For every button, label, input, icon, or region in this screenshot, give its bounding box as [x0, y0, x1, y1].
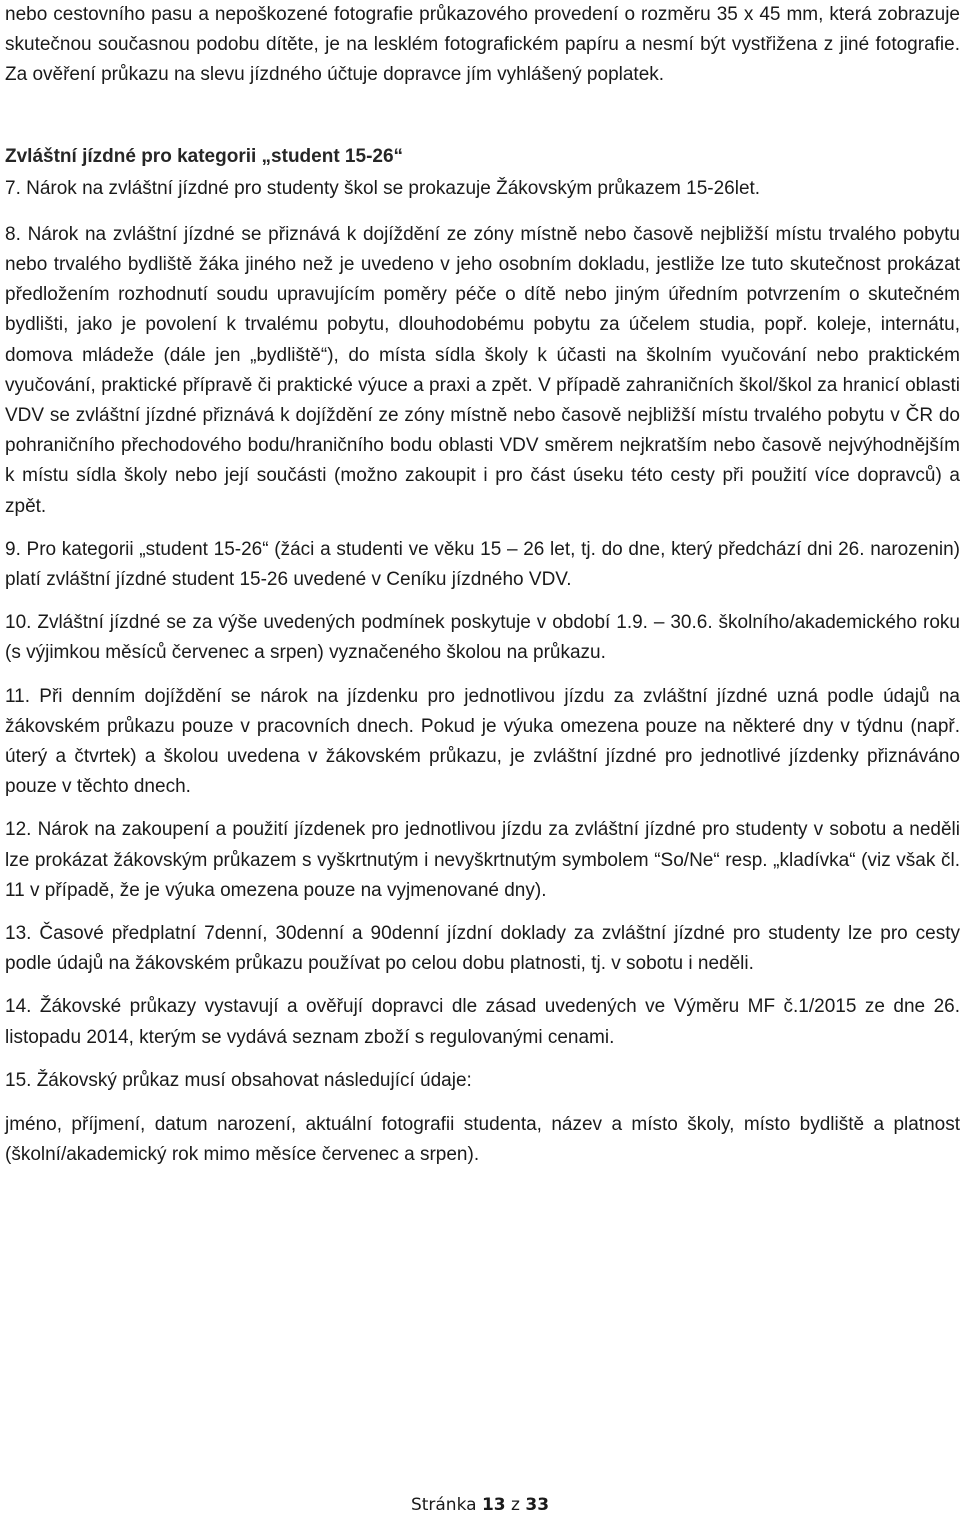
paragraph-7: 7. Nárok na zvláštní jízdné pro studenty škol se prokazuje Žákovským průkazem 15-26let. [5, 177, 761, 199]
paragraph-10: 10. Zvláštní jízdné se za výše uvedených podmínek poskytuje v období 1.9. – 30.6. školního/akademického roku (s výjimkou měsíců červenec a srpen) vyznačeného školou na průkazu. [5, 612, 960, 664]
footer-prefix: Stránka [410, 1495, 477, 1515]
paragraph-8: 8. Nárok na zvláštní jízdné se přiznává k dojíždění ze zóny místně nebo časově nejbližší místu trvalého pobytu nebo trvalého bydliště žáka jiného než je uvedeno v jeho osobním dokladu, jestliže lze tuto skutečnost prokázat předložením rozhodnutí soudu upravujícím poměry péče o dítě nebo jiným úředním potvrzením o skutečném bydlišti, jako je povolení k trvalému pobytu, dlouhodobému pobytu za účelem studia, popř. koleje, internátu, domova mládeže (dále jen „bydliště“), do místa sídla školy k účasti na školním vyučování nebo praktickém vyučování, praktické přípravě či praktické výuce a praxi a zpět. V případě zahraničních škol/škol za hranicí oblasti VDV se zvláštní jízdné přiznává k dojíždění ze zóny místně nebo časově nejbližší místu trvalého pobytu v ČR do pohraničního přechodového bodu/hraničního bodu oblasti VDV směrem nejkratším nebo časově nejvýhodnějším k místu sídla školy nebo její součásti (možno zakoupit i pro část úseku této cesty při použití více dopravců) a zpět. [5, 223, 960, 517]
paragraph-14: 14. Žákovské průkazy vystavují a ověřují dopravci dle zásad uvedených ve Výměru MF č.1/2015 ze dne 26. listopadu 2014, kterým se vydává seznam zboží s regulovanými cenami. [5, 996, 960, 1048]
paragraph-12: 12. Nárok na zakoupení a použití jízdenek pro jednotlivou jízdu za zvláštní jízdné pro studenty v sobotu a neděli lze prokázat žákovským průkazem s vyškrtnutým i nevyškrtnutým symbolem “So/Ne“ resp. „kladívka“ (viz však čl. 11 v případě, že je výuka omezena pouze na vyjmenované dny). [5, 819, 960, 901]
document-page [5, 0, 960, 1171]
footer-total-pages: 33 [525, 1495, 550, 1515]
paragraph-11: 11. Při denním dojíždění se nárok na jízdenku pro jednotlivou jízdu za zvláštní jízdné uzná podle údajů na žákovském průkazu pouze v pracovních dnech. Pokud je výuka omezena pouze na některé dny v týdnu (např. úterý a čtvrtek) a školou uvedena v žákovském průkazu, je zvláštní jízdné pro jednotlivé jízdenky přiznáváno pouze v těchto dnech. [5, 685, 960, 798]
footer-page-number: 13 [481, 1495, 506, 1515]
paragraph-15: 15. Žákovský průkaz musí obsahovat následující údaje: [5, 1069, 472, 1091]
paragraph-13: 13. Časové předplatní 7denní, 30denní a 90denní jízdní doklady za zvláštní jízdné pro studenty lze pro cesty podle údajů na žákovském průkazu používat po celou dobu platnosti, tj. v sobotu i neděli. [5, 923, 960, 975]
intro-paragraph: nebo cestovního pasu a nepoškozené fotografie průkazového provedení o rozměru 35 x 45 mm, která zobrazuje skutečnou současnou podobu dítěte, je na lesklém fotografickém papíru a nesmí být vystřižena z jiné fotografie. Za ověření průkazu na slevu jízdného účtuje dopravce jím vyhlášený poplatek. [5, 4, 960, 86]
page-footer [0, 1494, 960, 1516]
section-heading: Zvláštní jízdné pro kategorii „student 15-26“ [5, 145, 404, 167]
footer-of-word: z [511, 1495, 520, 1515]
paragraph-15-details: jméno, příjmení, datum narození, aktuální fotografii studenta, název a místo školy, místo bydliště a platnost (školní/akademický rok mimo měsíce červenec a srpen). [5, 1114, 960, 1166]
paragraph-9: 9. Pro kategorii „student 15-26“ (žáci a studenti ve věku 15 – 26 let, tj. do dne, který předchází dni 26. narozenin) platí zvláštní jízdné student 15-26 uvedené v Ceníku jízdného VDV. [5, 538, 960, 591]
